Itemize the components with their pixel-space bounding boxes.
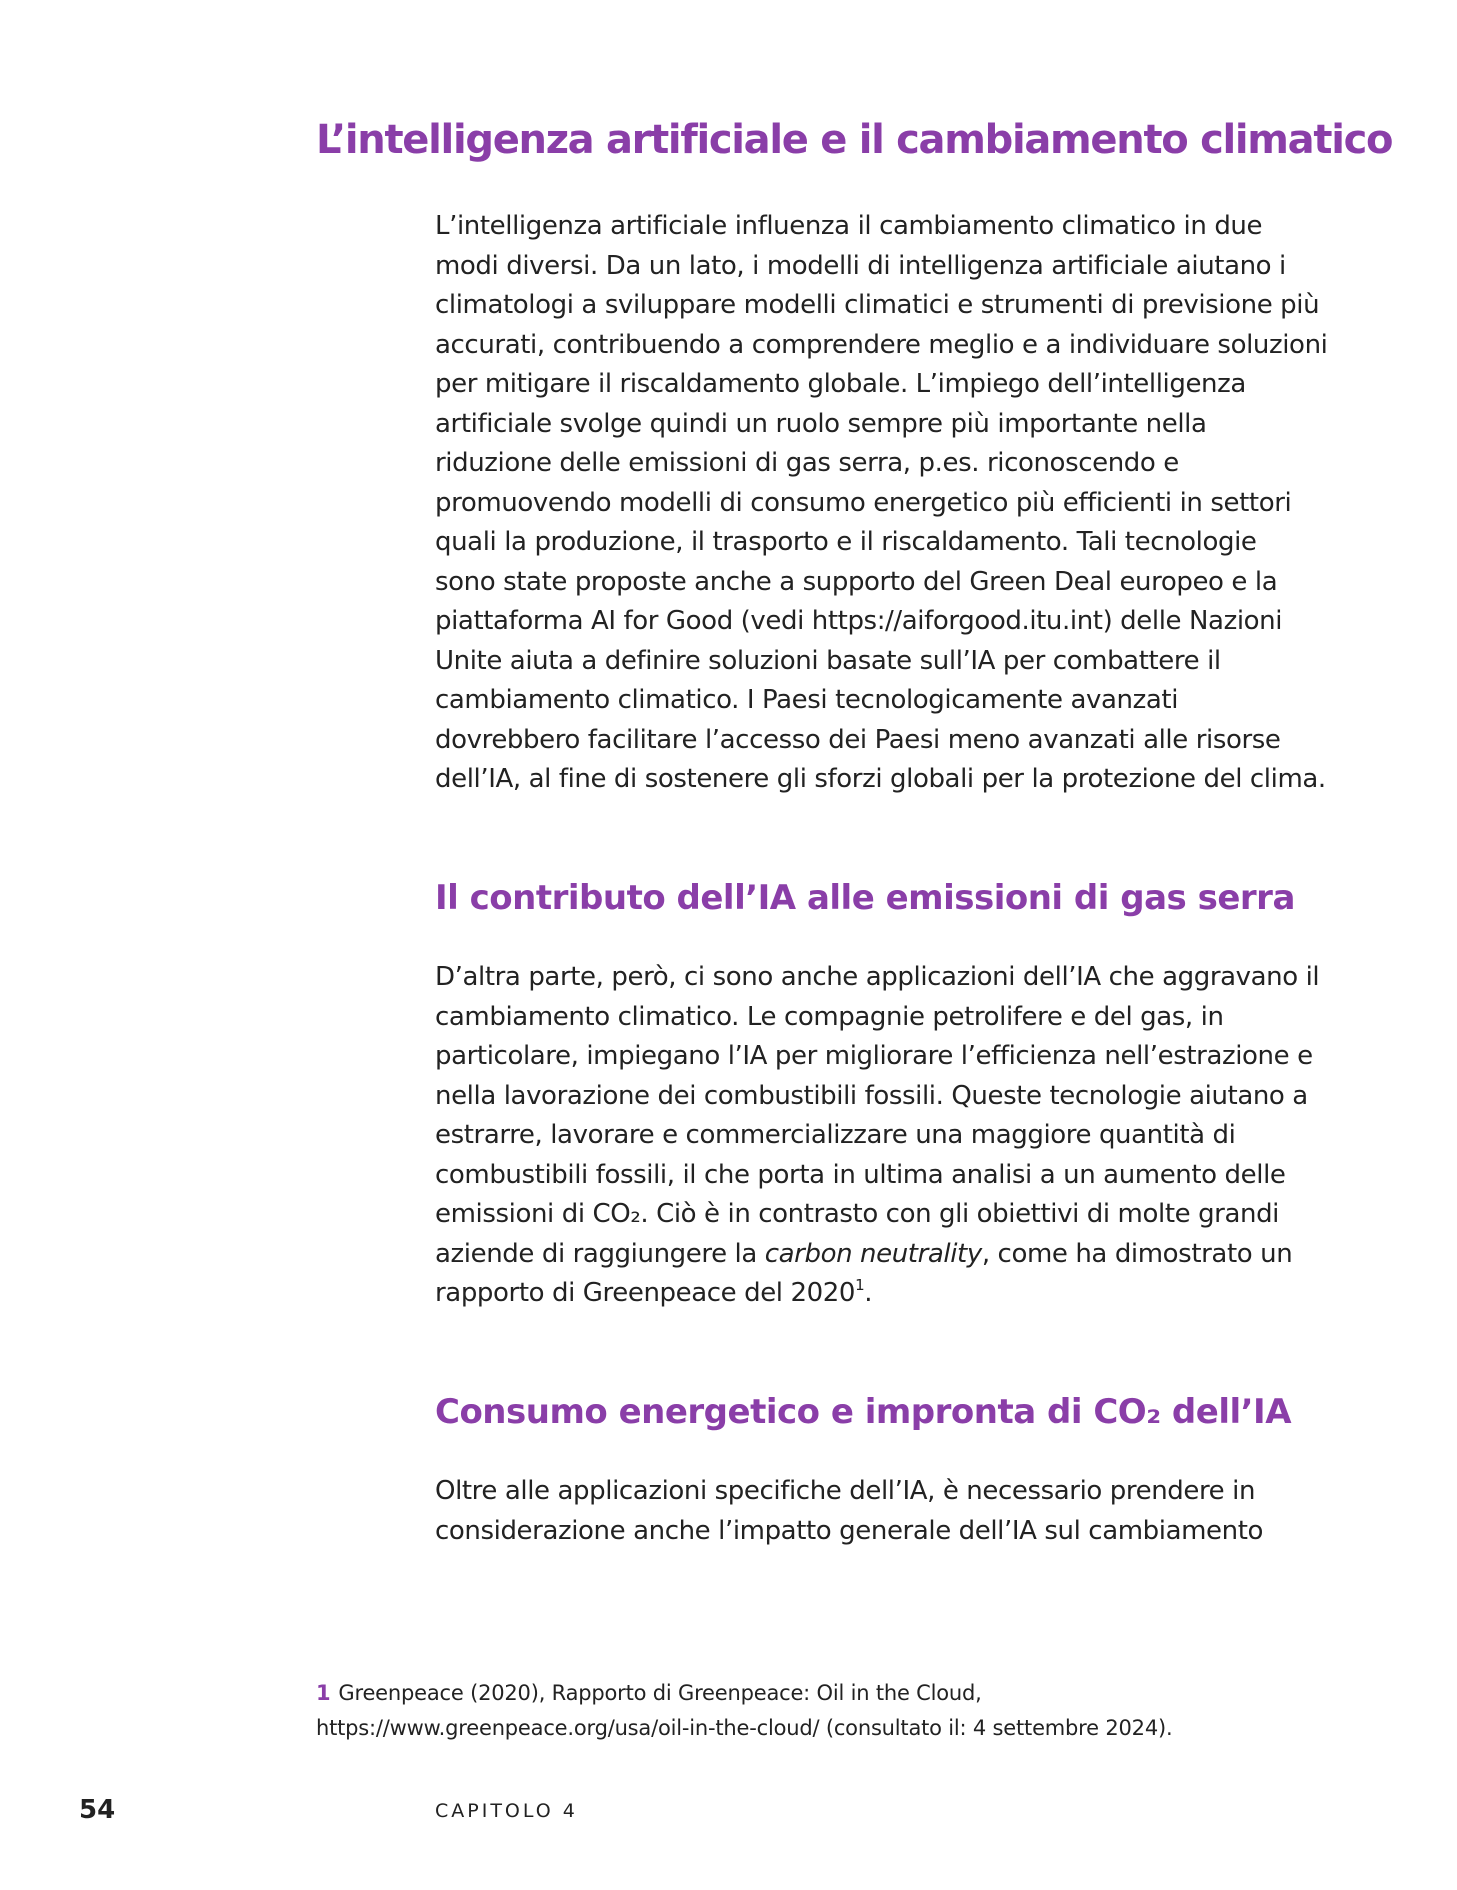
text-line: nella lavorazione dei combustibili fossili. Queste tecnologie aiutano a bbox=[435, 1080, 1308, 1111]
text-segment: rapporto di Greenpeace del 2020 bbox=[435, 1278, 856, 1308]
text-line: quali la produzione, il trasporto e il riscaldamento. Tali tecnologie bbox=[435, 527, 1257, 557]
footnote-line bbox=[316, 1676, 1316, 1711]
page-number: 54 bbox=[79, 1795, 116, 1825]
text-line: accurati, contribuendo a comprendere meglio e a individuare soluzioni bbox=[435, 329, 1328, 360]
text-line: modi diversi. Da un lato, i modelli di intelligenza artificiale aiutano i bbox=[435, 250, 1286, 281]
text-segment: . bbox=[864, 1278, 873, 1308]
section-heading-energy-footprint: Consumo energetico e impronta di CO₂ dell’IA bbox=[435, 1392, 1292, 1432]
text-line: L’intelligenza artificiale influenza il cambiamento climatico in due bbox=[435, 211, 1263, 241]
text-line: cambiamento climatico. Le compagnie petrolifere e del gas, in bbox=[435, 1001, 1224, 1032]
text-line: considerazione anche l’impatto generale dell’IA sul cambiamento bbox=[435, 1515, 1264, 1546]
text-line: particolare, impiegano l’IA per migliorare l’efficienza nell’estrazione e bbox=[435, 1041, 1313, 1071]
text-line: estrarre, lavorare e commercializzare una maggiore quantità di bbox=[435, 1120, 1236, 1150]
body-paragraph-energy bbox=[435, 1472, 1355, 1551]
text-line: climatologi a sviluppare modelli climatici e strumenti di previsione più bbox=[435, 290, 1320, 320]
text-line: artificiale svolge quindi un ruolo sempre più importante nella bbox=[435, 408, 1207, 439]
body-paragraph-emissions bbox=[435, 958, 1355, 1314]
text-line: cambiamento climatico. I Paesi tecnologicamente avanzati bbox=[435, 685, 1179, 715]
text-line: promuovendo modelli di consumo energetico più efficienti in settori bbox=[435, 487, 1292, 518]
footnote-text: Greenpeace (2020), Rapporto di Greenpeace: Oil in the Cloud, bbox=[338, 1681, 982, 1705]
text-line: dell’IA, al fine di sostenere gli sforzi globali per la protezione del clima. bbox=[435, 764, 1326, 794]
chapter-label: CAPITOLO 4 bbox=[435, 1800, 578, 1822]
text-line: sono state proposte anche a supporto del Green Deal europeo e la bbox=[435, 566, 1278, 597]
text-line: Unite aiuta a definire soluzioni basate sull’IA per combattere il bbox=[435, 645, 1221, 676]
text-line: piattaforma AI for Good (vedi https://aiforgood.itu.int) delle Nazioni bbox=[435, 606, 1283, 636]
text-line: per mitigare il riscaldamento globale. L’impiego dell’intelligenza bbox=[435, 369, 1246, 399]
body-paragraph-climate-intro bbox=[435, 207, 1355, 800]
footnote-url-line[interactable]: https://www.greenpeace.org/usa/oil-in-the-cloud/ (consultato il: 4 settembre 2024). bbox=[316, 1716, 1173, 1740]
text-segment: , come ha dimostrato un bbox=[981, 1238, 1293, 1269]
footnote-reference[interactable]: 1 bbox=[855, 1276, 865, 1294]
text-line: dovrebbero facilitare l’accesso dei Paesi meno avanzati alle risorse bbox=[435, 724, 1281, 755]
text-line bbox=[435, 1235, 1355, 1275]
footnote-number: 1 bbox=[316, 1681, 331, 1705]
text-line: Oltre alle applicazioni specifiche dell’IA, è necessario prendere in bbox=[435, 1476, 1256, 1506]
text-segment: aziende di raggiungere la bbox=[435, 1238, 765, 1269]
text-line: riduzione delle emissioni di gas serra, p.es. riconoscendo e bbox=[435, 448, 1179, 478]
italic-term: carbon neutrality bbox=[764, 1238, 982, 1269]
text-line: D’altra parte, però, ci sono anche applicazioni dell’IA che aggravano il bbox=[435, 962, 1320, 992]
text-line bbox=[435, 1274, 1355, 1314]
footnote bbox=[316, 1676, 1316, 1746]
text-line: combustibili fossili, il che porta in ultima analisi a un aumento delle bbox=[435, 1159, 1286, 1190]
text-line: emissioni di CO₂. Ciò è in contrasto con gli obiettivi di molte grandi bbox=[435, 1199, 1280, 1229]
page-title: L’intelligenza artificiale e il cambiamento climatico bbox=[316, 117, 1393, 163]
section-heading-emissions: Il contributo dell’IA alle emissioni di gas serra bbox=[435, 878, 1295, 918]
